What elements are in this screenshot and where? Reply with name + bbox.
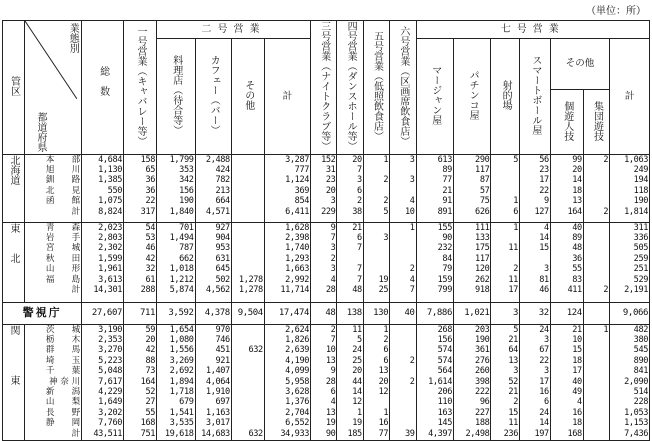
cell-g5: 130 — [363, 302, 389, 324]
cell-total: 4,684 1,130 1,385 550 1,075 8,824 — [82, 154, 124, 222]
cell-g2a: 1,799 353 342 156 190 1,840 — [157, 154, 196, 222]
cell-g2a: 701 1,494 787 662 1,018 1,212 5,874 — [157, 222, 196, 302]
cell-g7c: 1 11 2 11 17 — [491, 222, 520, 302]
cell-g2c: 1,278 1,278 — [231, 222, 264, 302]
cell-g2t: 2,624 1,826 2,639 4,190 4,099 5,958 3,628 1,376 2,704 6,552 34,933 — [264, 324, 310, 440]
region-label: 関東 — [3, 324, 25, 440]
region-label: 東北 — [3, 222, 25, 302]
cell-g2b: 970 746 451 921 1,407 4,064 1,910 697 1,163 3,017 14,683 — [195, 324, 231, 440]
header-g7a: マージャン屋 — [416, 39, 453, 155]
header-g2: 二号営業 — [157, 21, 311, 39]
header-g7: 七号営業 — [416, 21, 649, 39]
cell-g7b: 1,021 — [453, 302, 490, 324]
cell-g7e2: 2 2 — [583, 154, 609, 222]
pref-names: 青 森 岩 手 宮 城 秋 田 山 形 福 島 計 — [25, 222, 82, 302]
header-total: 総数 — [82, 21, 124, 155]
cell-g4: 11 5 24 25 20 44 14 12 1 19 185 — [337, 324, 363, 440]
cell-g4: 21 6 7 7 7 48 — [337, 222, 363, 302]
cell-g7t: 311 336 505 259 251 529 2,191 — [610, 222, 650, 302]
header-region: 管区 — [3, 21, 25, 155]
cell-g6: 1 2 4 7 — [390, 222, 416, 302]
cell-g2t: 1,628 2,398 1,740 1,293 1,663 2,992 11,714 — [264, 222, 310, 302]
tokyo-label: 警視庁 — [3, 302, 82, 324]
unit-label: （単位：所） — [586, 6, 646, 17]
block-tokyo — [3, 302, 650, 324]
pref-names: 本 部 旭 川 釧 路 北 見 函 館 計 — [25, 154, 82, 222]
cell-g1: 711 — [124, 302, 157, 324]
cell-g2a: 1,654 1,080 1,556 3,269 2,692 1,894 1,718 679 1,541 3,535 19,618 — [157, 324, 196, 440]
cell-g7b: 111 133 175 117 120 262 918 — [453, 222, 490, 302]
cell-g7d: 56 23 17 22 9 127 — [519, 154, 550, 222]
block-tohoku — [3, 222, 650, 302]
cell-g1: 158 65 36 36 22 317 — [124, 154, 157, 222]
cell-g3: 152 31 23 20 3 229 — [311, 154, 337, 222]
cell-g1: 54 53 46 42 32 61 288 — [124, 222, 157, 302]
header-g7c: 射的場 — [491, 39, 520, 155]
block-hokkaido — [3, 154, 650, 222]
cell-g2b: 4,378 — [195, 302, 231, 324]
cell-total: 27,607 — [82, 302, 124, 324]
statistics-table — [2, 20, 650, 441]
cell-g2t: 17,474 — [264, 302, 310, 324]
cell-g1: 59 20 42 88 73 164 52 27 55 168 751 — [124, 324, 157, 440]
header-g5: 五号営業（低照飲食店） — [363, 21, 389, 155]
header-g7e1: 個遊人技 — [550, 90, 583, 154]
cell-g7c: 3 — [491, 302, 520, 324]
cell-g3: 48 — [311, 302, 337, 324]
cell-g2c: 9,504 — [231, 302, 264, 324]
cell-g6: 2 2 39 — [390, 324, 416, 440]
cell-g2a: 3,592 — [157, 302, 196, 324]
cell-g7e1: 124 — [550, 302, 583, 324]
cell-g2c — [231, 154, 264, 222]
cell-g7c: 5 21 64 13 3 52 21 2 15 11 236 — [491, 324, 520, 440]
cell-g4: 138 — [337, 302, 363, 324]
header-pref: 都道府県 — [35, 111, 46, 152]
cell-g7a: 155 90 232 84 79 159 799 — [416, 222, 453, 302]
cell-g3: 2 7 10 13 9 28 6 4 13 19 90 — [311, 324, 337, 440]
cell-g2t: 3,287 777 1,124 369 854 6,411 — [264, 154, 310, 222]
header-g2b: カフェー（バー） — [195, 39, 231, 155]
header-g7d: スマートボール屋 — [519, 39, 550, 155]
cell-g7d: 4 14 15 3 81 46 — [519, 222, 550, 302]
cell-g2b: 927 904 953 631 645 502 4,562 — [195, 222, 231, 302]
cell-g3: 9 7 3 2 3 4 28 — [311, 222, 337, 302]
cell-g7e2 — [583, 302, 609, 324]
cell-g7b: 290 117 87 57 75 626 — [453, 154, 490, 222]
region-label: 北海道 — [3, 154, 25, 222]
header-g3: 三号営業（ナイトクラブ等） — [311, 21, 337, 155]
cell-g2b: 2,488 424 782 213 664 4,571 — [195, 154, 231, 222]
header-gyotai: 業態別 — [67, 23, 79, 53]
header-g2c: その他 — [231, 39, 264, 155]
header-g7b: パチンコ屋 — [453, 39, 490, 155]
cell-g4: 20 7 3 6 2 38 — [337, 154, 363, 222]
header-diagonal-cell — [25, 21, 82, 155]
header-g1: 一号営業（キャバレー等） — [124, 21, 157, 155]
cell-g6: 40 — [390, 302, 416, 324]
cell-g7t: 9,066 — [610, 302, 650, 324]
header-g7t: 計 — [610, 39, 650, 155]
cell-g5: 3 19 25 — [363, 222, 389, 302]
cell-g7c: 5 1 6 — [491, 154, 520, 222]
cell-g7e2: 2 — [583, 222, 609, 302]
cell-g7t: 1,063 249 194 118 190 1,814 — [610, 154, 650, 222]
cell-g7e2: 1 — [583, 324, 609, 440]
cell-g7b: 203 190 361 276 260 398 222 96 227 188 2,498 — [453, 324, 490, 440]
cell-g5: 1 2 6 6 13 20 12 1 16 77 — [363, 324, 389, 440]
cell-g7a: 268 156 574 574 564 1,614 206 110 163 145 4,397 — [416, 324, 453, 440]
block-kanto — [3, 324, 650, 440]
header-g2a: 料理店（待合等） — [157, 39, 196, 155]
cell-g7d: 32 — [519, 302, 550, 324]
header-g4: 四号営業（ダンスホール等） — [337, 21, 363, 155]
cell-g7d: 24 3 67 22 3 17 16 6 24 14 197 — [519, 324, 550, 440]
cell-total: 2,023 2,803 2,302 1,599 1,961 3,613 14,301 — [82, 222, 124, 302]
header-g7e2: 集団遊技 — [583, 90, 609, 154]
cell-g7e1: 99 20 14 18 13 164 — [550, 154, 583, 222]
pref-names: 茨 城 栃 木 群 馬 埼 玉 千 葉 神 奈 川 新 潟 山 梨 長 野 静 岡 計 — [25, 324, 82, 440]
cell-g2c: 632 632 — [231, 324, 264, 440]
cell-g7t: 482 380 545 890 841 2,090 514 228 1,053 1,153 7,436 — [610, 324, 650, 440]
cell-g7e1: 40 89 48 36 55 83 411 — [550, 222, 583, 302]
cell-g5: 1 2 2 5 — [363, 154, 389, 222]
cell-total: 3,190 2,353 3,270 5,223 5,048 7,617 4,229 1,649 3,202 7,760 43,511 — [82, 324, 124, 440]
header-g6: 六号営業（区画席飲食店） — [390, 21, 416, 155]
cell-g7a: 613 89 77 21 91 891 — [416, 154, 453, 222]
cell-g7a: 7,886 — [416, 302, 453, 324]
cell-g7e1: 21 10 15 18 17 40 49 4 16 18 168 — [550, 324, 583, 440]
header-g7e: その他 — [550, 39, 609, 90]
header-g2t: 計 — [264, 39, 310, 155]
cell-g6: 3 3 4 10 — [390, 154, 416, 222]
